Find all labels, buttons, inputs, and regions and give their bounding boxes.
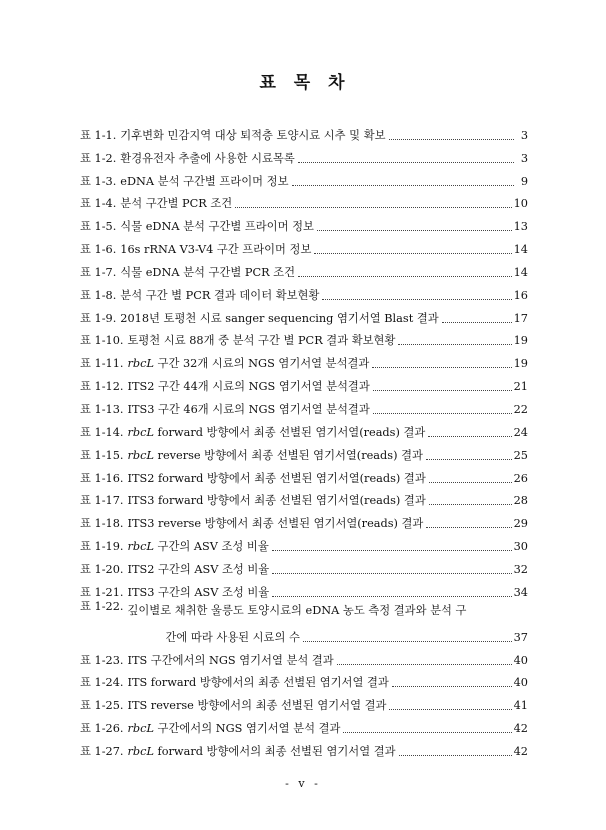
toc-entry-title: [120, 152, 294, 166]
page-number: - v -: [285, 777, 321, 790]
leader-dots: [337, 663, 512, 665]
toc-entry-title: [127, 472, 425, 486]
toc-entry-body: [120, 243, 513, 257]
toc-entry[interactable]: [80, 463, 528, 486]
leader-dots: [343, 731, 511, 733]
toc-entry-title: [120, 289, 319, 303]
toc-entry[interactable]: [80, 348, 528, 371]
toc-entry-page: 24: [513, 425, 528, 439]
toc-entry[interactable]: [80, 600, 528, 645]
leader-dots: [292, 184, 515, 186]
toc-entry-text: 구간의 ASV 조성 비율: [153, 540, 269, 554]
table-of-contents: [80, 120, 528, 759]
toc-entry-label: 표 1-8.: [80, 288, 117, 302]
toc-entry-page: 29: [513, 517, 528, 531]
toc-entry[interactable]: [80, 690, 528, 713]
toc-entry-label: 표 1-17.: [80, 494, 124, 508]
toc-entry-label: 표 1-26.: [80, 722, 124, 736]
toc-entry-body: [127, 449, 513, 463]
toc-entry-title: [127, 426, 425, 440]
toc-entry[interactable]: [80, 257, 528, 280]
toc-entry-label: 표 1-5.: [80, 220, 117, 234]
toc-entry-label: 표 1-10.: [80, 334, 124, 348]
toc-entry-body: [127, 745, 513, 759]
toc-entry-page: 28: [513, 494, 528, 508]
toc-entry-title: [127, 403, 369, 417]
toc-entry-text: ITS reverse 방향에서의 최종 선별된 염기서열 결과: [127, 699, 387, 713]
toc-entry[interactable]: [80, 143, 528, 166]
toc-entry-title: [120, 266, 295, 280]
leader-dots: [389, 138, 514, 140]
toc-entry-label: 표 1-2.: [80, 151, 117, 165]
toc-entry-text: ITS3 구간 46개 시료의 NGS 염기서열 분석결과: [127, 402, 370, 416]
toc-entry-body: [127, 380, 513, 394]
toc-entry-label: 표 1-14.: [80, 425, 124, 439]
toc-entry-line-1: [127, 604, 528, 618]
toc-entry-label: 표 1-1.: [80, 128, 117, 142]
toc-entry-title: [127, 540, 268, 554]
leader-dots: [298, 275, 512, 277]
toc-entry-body: [120, 197, 513, 211]
leader-dots: [314, 252, 511, 254]
toc-entry-text: 2018년 토평천 시료 sanger sequencing 염기서열 Blast 결과: [120, 311, 439, 325]
toc-entry-italic-term: rbcL: [127, 357, 154, 371]
leader-dots: [398, 343, 511, 345]
toc-entry[interactable]: [80, 668, 528, 691]
toc-entry-title: [127, 494, 425, 508]
leader-dots: [428, 435, 511, 437]
toc-entry-title: [127, 676, 388, 690]
toc-entry-page: 25: [513, 448, 528, 462]
toc-entry-label: 표 1-25.: [80, 699, 124, 713]
toc-entry-text: 기후변화 민감지역 대상 퇴적층 토양시료 시추 및 확보: [120, 128, 386, 142]
toc-entry-text: 분석 구간 별 PCR 결과 데이터 확보현황: [120, 288, 320, 302]
toc-entry-text: 간에 따라 사용된 시료의 수: [165, 630, 300, 644]
leader-dots: [426, 526, 511, 528]
toc-entry-label: 표 1-23.: [80, 653, 124, 667]
toc-entry-title: [120, 312, 438, 326]
toc-entry-label: 표 1-21.: [80, 585, 124, 599]
toc-entry[interactable]: [80, 326, 528, 349]
toc-entry-text: ITS3 구간의 ASV 조성 비율: [127, 585, 270, 599]
toc-entry-label: 표 1-22.: [80, 599, 124, 613]
toc-entry-title: [165, 631, 299, 645]
toc-entry-text: 식물 eDNA 분석 구간별 프라이머 정보: [120, 220, 314, 234]
toc-entry[interactable]: [80, 508, 528, 531]
toc-entry-label: 표 1-16.: [80, 471, 124, 485]
toc-entry-body: [127, 699, 513, 713]
toc-entry-body: [127, 540, 513, 554]
leader-dots: [235, 206, 511, 208]
toc-entry-body: [120, 312, 513, 326]
toc-entry-text: ITS3 forward 방향에서 최종 선별된 염기서열(reads) 결과: [127, 494, 426, 508]
toc-entry-label: 표 1-13.: [80, 402, 124, 416]
toc-entry-title: [120, 197, 232, 211]
toc-entry-text: ITS forward 방향에서의 최종 선별된 염기서열 결과: [127, 676, 389, 690]
toc-entry-label: 표 1-4.: [80, 197, 117, 211]
toc-entry[interactable]: [80, 394, 528, 417]
toc-entry-page: 14: [513, 265, 528, 279]
toc-entry[interactable]: [80, 189, 528, 212]
toc-entry-title: [127, 380, 369, 394]
toc-entry-title: [127, 586, 269, 600]
toc-entry-body: [127, 426, 513, 440]
toc-entry-text: 구간에서의 NGS 염기서열 분석 결과: [153, 722, 341, 736]
toc-entry[interactable]: [80, 736, 528, 759]
toc-entry-italic-term: rbcL: [127, 722, 154, 736]
toc-entry-text: 식물 eDNA 분석 구간별 PCR 조건: [120, 265, 296, 279]
toc-entry[interactable]: [80, 486, 528, 509]
toc-entry-body: [127, 357, 513, 371]
toc-entry-body: [127, 654, 513, 668]
toc-entry-text: ITS2 구간의 ASV 조성 비율: [127, 562, 270, 576]
leader-dots: [442, 321, 512, 323]
toc-entry-text: ITS3 reverse 방향에서 최종 선별된 염기서열(reads) 결과: [127, 517, 424, 531]
toc-entry-page: 14: [513, 243, 528, 257]
leader-dots: [373, 412, 512, 414]
toc-entry-page: 41: [513, 699, 528, 713]
toc-entry[interactable]: [80, 166, 528, 189]
toc-entry-page: 40: [513, 676, 528, 690]
toc-entry-body: [127, 676, 513, 690]
toc-entry-page: 40: [513, 653, 528, 667]
toc-entry-label: 표 1-11.: [80, 357, 124, 371]
toc-entry-italic-term: rbcL: [127, 425, 154, 439]
toc-entry-title: [127, 517, 423, 531]
toc-entry-page: 19: [513, 357, 528, 371]
toc-entry-title: [120, 175, 288, 189]
toc-entry-body: [120, 289, 513, 303]
toc-entry-text: eDNA 분석 구간별 프라이머 정보: [120, 174, 289, 188]
toc-entry-title: [120, 220, 314, 234]
leader-dots: [373, 389, 512, 391]
leader-dots: [303, 640, 512, 642]
toc-entry-page: 9: [520, 174, 528, 188]
toc-entry-text: ITS2 forward 방향에서 최종 선별된 염기서열(reads) 결과: [127, 471, 426, 485]
leader-dots: [272, 595, 511, 597]
toc-entry-label: 표 1-12.: [80, 380, 124, 394]
toc-entry-page: 30: [513, 540, 528, 554]
toc-entry-text: ITS 구간에서의 NGS 염기서열 분석 결과: [127, 653, 334, 667]
toc-entry-title: [127, 563, 269, 577]
toc-entry-page: 42: [513, 722, 528, 736]
leader-dots: [429, 481, 512, 483]
toc-entry-label: 표 1-15.: [80, 448, 124, 462]
toc-entry-text: 구간 32개 시료의 NGS 염기서열 분석결과: [153, 357, 370, 371]
toc-entry-title: [127, 334, 395, 348]
toc-entry-text: reverse 방향에서 최종 선별된 염기서열(reads) 결과: [153, 448, 423, 462]
toc-entry-page: 42: [513, 744, 528, 758]
leader-dots: [298, 161, 514, 163]
toc-entry-page: 10: [513, 197, 528, 211]
toc-entry-body: [120, 175, 516, 189]
toc-entry-body: [127, 722, 513, 736]
toc-entry[interactable]: [80, 120, 528, 143]
toc-entry[interactable]: [80, 417, 528, 440]
toc-entry-page: 3: [520, 128, 528, 142]
toc-entry-page: 17: [513, 311, 528, 325]
toc-entry-label: 표 1-7.: [80, 265, 117, 279]
toc-entry-italic-term: rbcL: [127, 540, 154, 554]
toc-entry-label: 표 1-27.: [80, 744, 124, 758]
leader-dots: [272, 572, 511, 574]
toc-entry[interactable]: [80, 554, 528, 577]
toc-entry-label: 표 1-9.: [80, 311, 117, 325]
toc-entry[interactable]: [80, 371, 528, 394]
toc-entry-italic-term: rbcL: [127, 744, 154, 758]
toc-entry-body: [127, 517, 513, 531]
toc-entry-body: [120, 152, 516, 166]
leader-dots: [389, 708, 511, 710]
toc-entry-text: forward 방향에서의 최종 선별된 염기서열 결과: [153, 744, 396, 758]
toc-entry-text: 깊이별로 채취한 울릉도 토양시료의 eDNA 농도 측정 결과와 분석 구: [127, 603, 467, 617]
toc-entry-title: [120, 243, 311, 257]
toc-entry-body: [127, 494, 513, 508]
toc-entry-body: [120, 266, 513, 280]
toc-entry-text: ITS2 구간 44개 시료의 NGS 염기서열 분석결과: [127, 380, 370, 394]
toc-entry-label: 표 1-24.: [80, 676, 124, 690]
toc-entry-page: 34: [513, 585, 528, 599]
toc-entry-body: [127, 403, 513, 417]
toc-entry-page: 32: [513, 562, 528, 576]
toc-entry-page: 37: [513, 630, 528, 644]
toc-entry-title: [127, 654, 333, 668]
toc-entry-text: 토평천 시료 88개 중 분석 구간 별 PCR 결과 확보현황: [127, 334, 396, 348]
leader-dots: [317, 229, 512, 231]
toc-entry-label: 표 1-6.: [80, 243, 117, 257]
leader-dots: [372, 366, 511, 368]
toc-entry[interactable]: [80, 531, 528, 554]
toc-entry[interactable]: [80, 713, 528, 736]
toc-entry-title: [127, 449, 422, 463]
toc-entry-italic-term: rbcL: [127, 448, 154, 462]
leader-dots: [426, 458, 512, 460]
toc-entry-page: 13: [513, 220, 528, 234]
toc-entry-body: [127, 334, 513, 348]
toc-entry-body: [127, 600, 528, 645]
toc-entry[interactable]: [80, 577, 528, 600]
toc-entry-body: [127, 472, 513, 486]
toc-entry-page: 19: [513, 334, 528, 348]
toc-entry-label: 표 1-19.: [80, 540, 124, 554]
leader-dots: [429, 503, 512, 505]
toc-entry-text: 환경유전자 추출에 사용한 시료목록: [120, 151, 295, 165]
page-title: 표 목 차: [259, 73, 347, 93]
toc-entry-body: [127, 563, 513, 577]
toc-entry-label: 표 1-3.: [80, 174, 117, 188]
toc-entry-title: [120, 129, 385, 143]
toc-entry-body: [120, 220, 513, 234]
toc-entry[interactable]: [80, 234, 528, 257]
toc-entry-body: [120, 129, 516, 143]
toc-entry-page: 3: [520, 151, 528, 165]
toc-entry-title: [127, 699, 386, 713]
toc-entry[interactable]: [80, 280, 528, 303]
toc-entry-text: 분석 구간별 PCR 조건: [120, 197, 233, 211]
toc-entry-title: [127, 604, 466, 618]
leader-dots: [392, 685, 512, 687]
toc-entry-page: 16: [513, 288, 528, 302]
leader-dots: [272, 549, 512, 551]
toc-entry-title: [127, 722, 340, 736]
toc-entry[interactable]: [80, 303, 528, 326]
toc-entry-body: [127, 586, 513, 600]
toc-entry-title: [127, 745, 395, 759]
toc-entry-label: 표 1-18.: [80, 517, 124, 531]
toc-entry-text: forward 방향에서 최종 선별된 염기서열(reads) 결과: [153, 425, 426, 439]
toc-entry[interactable]: [80, 211, 528, 234]
toc-entry[interactable]: [80, 645, 528, 668]
toc-entry-page: 26: [513, 471, 528, 485]
toc-entry[interactable]: [80, 440, 528, 463]
toc-entry-line-2: [127, 631, 528, 645]
toc-entry-page: 21: [513, 380, 528, 394]
toc-entry-page: 22: [513, 402, 528, 416]
toc-entry-title: [127, 357, 369, 371]
toc-entry-text: 16s rRNA V3-V4 구간 프라이머 정보: [120, 243, 312, 257]
leader-dots: [322, 298, 511, 300]
leader-dots: [399, 754, 512, 756]
toc-entry-label: 표 1-20.: [80, 562, 124, 576]
